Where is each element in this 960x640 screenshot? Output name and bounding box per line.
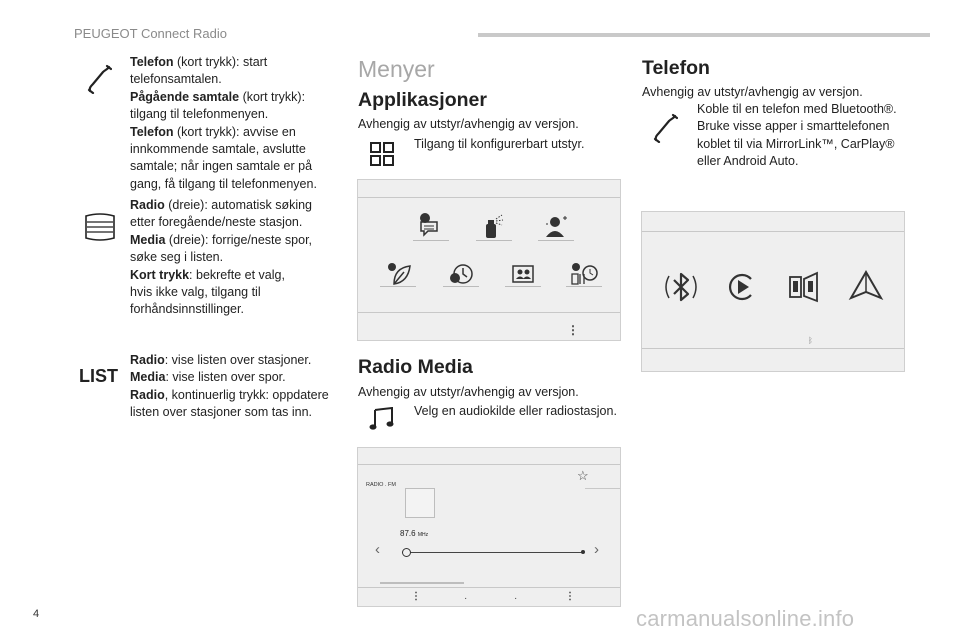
slider-end-dot: [581, 550, 585, 554]
text-line: [130, 176, 330, 193]
text-line: [130, 124, 330, 141]
page-number: 4: [33, 608, 40, 620]
favorite-star-icon[interactable]: ☆: [577, 468, 589, 483]
frequency-value: 87.6: [400, 529, 416, 538]
line-text: gang, få tilgang til telefonmenyen.: [130, 176, 317, 191]
grid-apps-icon: [370, 142, 394, 166]
knob-description: [130, 197, 330, 319]
icon-underline: [380, 286, 416, 287]
telefon-desc: [697, 101, 907, 171]
bold-term: Kort trykk: [130, 267, 190, 282]
icon-underline: [566, 286, 602, 287]
air-freshener-icon[interactable]: [476, 210, 510, 249]
bold-term: Telefon: [130, 55, 174, 69]
bluetooth-icon[interactable]: [662, 268, 700, 311]
text-line: [130, 71, 330, 88]
eco-leaf-icon[interactable]: [382, 258, 416, 295]
list-button-label: LIST: [79, 366, 118, 386]
sms-app-icon[interactable]: [413, 210, 447, 249]
line-text: : bekrefte et valg,: [189, 267, 285, 282]
telefon-desc-line: Bruke visse apper i smarttelefonen: [697, 119, 890, 134]
line-text: søke seg i listen.: [130, 250, 224, 265]
line-text: (dreie): automatisk søking: [164, 198, 313, 212]
text-line: [130, 106, 330, 123]
driver-profile-icon[interactable]: [538, 210, 572, 249]
line-text: (kort trykk): avvise en: [173, 124, 296, 139]
list-description: [130, 352, 335, 422]
line-text: (dreie): forrige/neste spor,: [165, 232, 313, 247]
bold-term: Radio: [130, 387, 165, 402]
site-watermark: carmanualsonline.info: [636, 606, 855, 631]
rotary-knob-icon: [84, 213, 116, 241]
presets-icon[interactable]: ⋮: [411, 591, 421, 602]
text-line: [130, 301, 330, 318]
line-text: listen over stasjoner som tas inn.: [130, 405, 313, 420]
text-line: [130, 352, 335, 369]
line-text: etter foregående/neste stasjon.: [130, 215, 303, 230]
bold-term: Pågående samtale: [130, 89, 240, 104]
telefon-heading: Telefon: [642, 57, 710, 79]
text-line: [130, 249, 330, 266]
screen-divider: [358, 197, 620, 198]
android-auto-icon[interactable]: [847, 268, 885, 309]
radio-screen: [357, 447, 621, 607]
bold-term: Radio: [130, 198, 165, 212]
next-arrow-icon[interactable]: ›: [594, 541, 599, 558]
applications-screen: [357, 179, 621, 341]
more-options-icon[interactable]: ⋮: [565, 591, 575, 602]
screen-divider: [358, 312, 620, 313]
text-line: [130, 267, 330, 284]
radio-media-intro: Avhengig av utstyr/avhengig av versjon.: [358, 385, 579, 399]
screen-divider: [642, 348, 904, 349]
radio-media-desc: Velg en audiokilde eller radiostasjon.: [414, 404, 617, 418]
frequency-slider-thumb[interactable]: [402, 548, 411, 557]
radio-source-label: RADIO . FM: [366, 482, 396, 488]
telefon-desc-line: koblet til via MirrorLink™, CarPlay®: [697, 136, 895, 151]
band-dot-icon[interactable]: ·: [464, 593, 468, 604]
vehicle-settings-icon[interactable]: [444, 258, 478, 295]
telefon-desc-line: eller Android Auto.: [697, 154, 799, 169]
screen-divider: [358, 587, 620, 588]
line-text: hvis ikke valg, tilgang til: [130, 285, 261, 300]
frequency-unit: MHz: [417, 532, 429, 538]
icon-underline: [443, 286, 479, 287]
screen-divider: [358, 464, 620, 465]
bold-term: Radio: [130, 353, 165, 367]
applikasjoner-intro: Avhengig av utstyr/avhengig av versjon.: [358, 117, 579, 131]
line-text: tilgang til telefonmenyen.: [130, 107, 269, 122]
text-line: [130, 284, 330, 301]
text-line: [130, 369, 335, 386]
line-text: innkommende samtale, avslutte: [130, 142, 306, 157]
frequency-slider-track[interactable]: [402, 552, 584, 553]
icon-underline: [476, 240, 512, 241]
line-text: forhåndsinnstillinger.: [130, 302, 244, 317]
line-text: : vise listen over stasjoner.: [164, 353, 312, 367]
mirrorlink-icon[interactable]: [786, 269, 822, 310]
frequency-readout: [400, 529, 428, 538]
bold-term: Media: [130, 232, 166, 247]
phone-handset-icon: [652, 113, 678, 143]
more-options-icon[interactable]: ⋮: [567, 323, 579, 337]
applikasjoner-heading: Applikasjoner: [358, 89, 487, 111]
line-text: (kort trykk):: [239, 89, 306, 104]
menyer-heading: Menyer: [358, 56, 435, 82]
phone-button-description: [130, 54, 330, 193]
phone-handset-icon: [86, 64, 112, 94]
applikasjoner-desc: Tilgang til konfigurerbart utstyr.: [414, 137, 585, 151]
bold-term: Telefon: [130, 124, 174, 139]
text-line: [130, 141, 330, 158]
previous-arrow-icon[interactable]: ‹: [375, 541, 380, 558]
line-text: : vise listen over spor.: [165, 370, 286, 385]
line-text: (kort trykk): start: [173, 55, 268, 69]
line-text: telefonsamtalen.: [130, 72, 222, 87]
line-text: , kontinuerlig trykk: oppdatere: [164, 387, 329, 402]
fuel-timer-icon[interactable]: [566, 258, 600, 295]
text-line: [130, 158, 330, 175]
phone-screen: [641, 211, 905, 372]
text-line: [130, 214, 330, 231]
header-rule: [478, 33, 930, 37]
running-header-title: PEUGEOT Connect Radio: [74, 26, 227, 41]
icon-underline: [505, 286, 541, 287]
line-text: samtale; når ingen samtale er på: [130, 159, 313, 174]
source-dot-icon[interactable]: ·: [514, 593, 518, 604]
text-line: [130, 89, 330, 106]
music-note-icon: [369, 407, 395, 431]
carplay-icon[interactable]: [724, 269, 760, 310]
bold-term: Media: [130, 370, 166, 385]
radio-media-heading: Radio Media: [358, 356, 473, 378]
text-line: [130, 404, 335, 421]
text-line: [130, 197, 330, 214]
text-line: [130, 387, 335, 404]
text-line: [130, 54, 330, 71]
tab-indicator: [380, 582, 464, 584]
telefon-intro: Avhengig av utstyr/avhengig av versjon.: [642, 85, 863, 99]
screen-divider: [642, 231, 904, 232]
text-line: [130, 232, 330, 249]
station-artwork: [405, 488, 435, 518]
icon-underline: [413, 240, 449, 241]
icon-underline: [538, 240, 574, 241]
contacts-card-icon[interactable]: [506, 258, 540, 295]
screen-divider: [585, 488, 620, 489]
telefon-desc-line: Koble til en telefon med Bluetooth®.: [697, 102, 897, 116]
bluetooth-status-icon: ᛒ: [808, 336, 813, 345]
